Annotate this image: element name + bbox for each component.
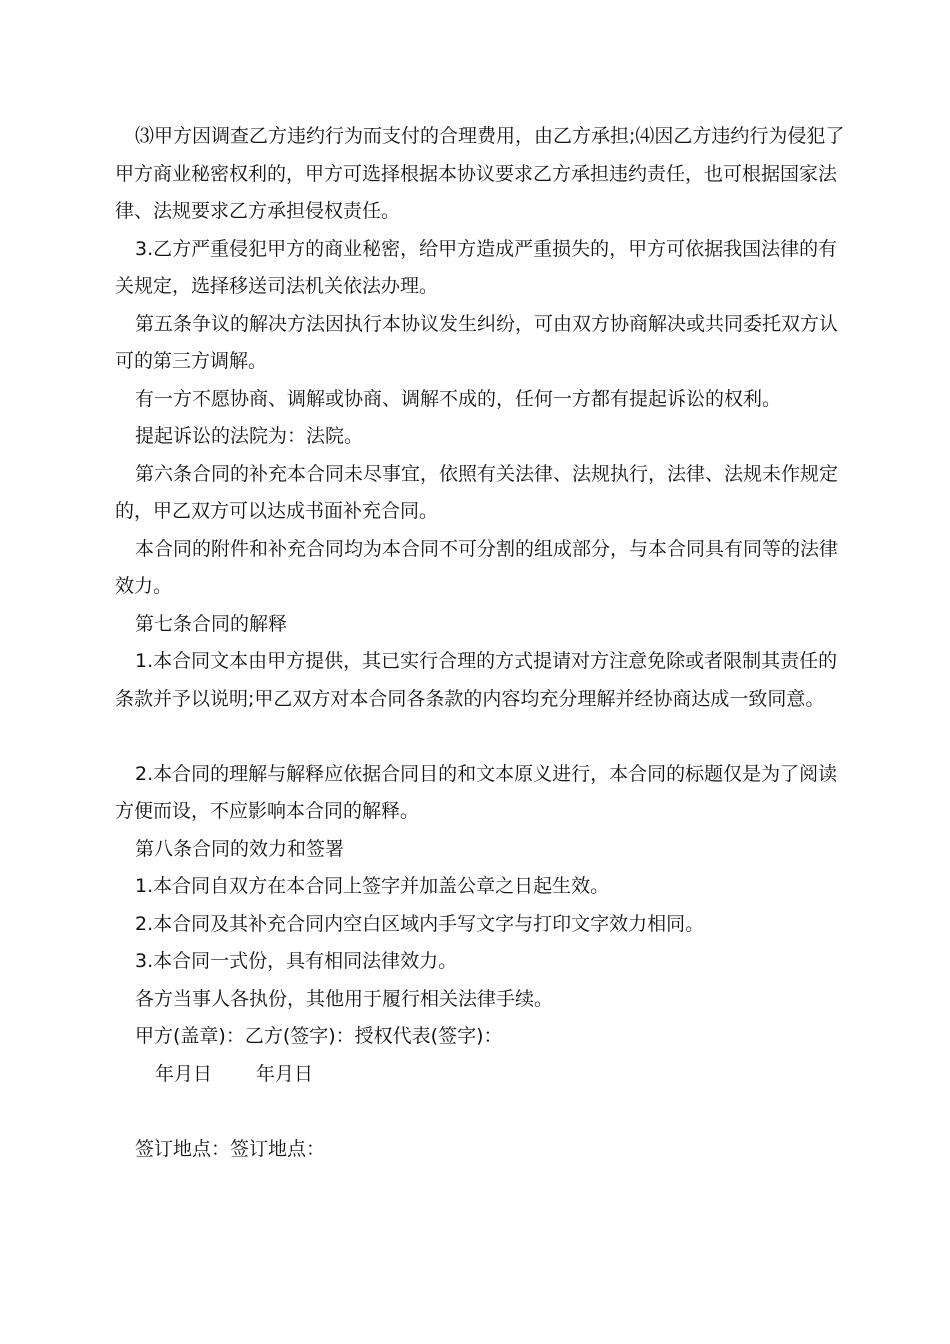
blank-line bbox=[115, 718, 850, 756]
signature-parties-line: 甲方(盖章)：乙方(签字)：授权代表(签字)： bbox=[135, 1025, 503, 1047]
paragraph-litigation-right: 有一方不愿协商、调解或协商、调解不成的，任何一方都有提起诉讼的权利。 bbox=[135, 387, 782, 410]
paragraph-copies: 各方当事人各执份，其他用于履行相关法律手续。 bbox=[135, 987, 554, 1010]
paragraph-article-7-item-1: 1.本合同文本由甲方提供，其已实行合理的方式提请对方注意免除或者限制其责任的条款并予以说明;甲乙双方对本合同各条款的内容均充分理解并经协商达成一致同意。 bbox=[115, 650, 838, 710]
paragraph-court: 提起诉讼的法院为：法院。 bbox=[135, 425, 364, 447]
heading-article-7: 第七条合同的解释 bbox=[135, 612, 288, 635]
paragraph-article-6-supplement: 第六条合同的补充本合同未尽事宜，依照有关法律、法规执行，法律、法规未作规定的，甲乙双方可以达成书面补充合同。 bbox=[115, 462, 839, 522]
signature-date-row bbox=[115, 1056, 850, 1094]
paragraph-article-5-dispute: 第五条争议的解决方法因执行本协议发生纠纷，可由双方协商解决或共同委托双方认可的第三方调解。 bbox=[115, 312, 839, 372]
signing-place-line: 签订地点：签订地点： bbox=[135, 1137, 326, 1160]
blank-line bbox=[115, 1093, 850, 1131]
paragraph-article-8-item-3: 3.本合同一式份，具有相同法律效力。 bbox=[135, 950, 458, 972]
paragraph-article-8-item-1: 1.本合同自双方在本合同上签字并加盖公章之日起生效。 bbox=[135, 875, 610, 897]
paragraph-article-8-item-2: 2.本合同及其补充合同内空白区域内手写文字与打印文字效力相同。 bbox=[135, 912, 705, 935]
paragraph-breach-costs: ⑶甲方因调查乙方违约行为而支付的合理费用，由乙方承担;⑷因乙方违约行为侵犯了甲方商业秘密权利的，甲方可选择根据本协议要求乙方承担违约责任，也可根据国家法律、法规要求乙方承担侵权责任。 bbox=[115, 125, 845, 222]
heading-article-8: 第八条合同的效力和签署 bbox=[135, 837, 345, 860]
paragraph-serious-infringement: 3.乙方严重侵犯甲方的商业秘密，给甲方造成严重损失的，甲方可依据我国法律的有关规定，选择移送司法机关依法办理。 bbox=[115, 237, 838, 297]
paragraph-article-7-item-2: 2.本合同的理解与解释应依据合同目的和文本原义进行，本合同的标题仅是为了阅读方便而设，不应影响本合同的解释。 bbox=[115, 762, 838, 822]
paragraph-annex-validity: 本合同的附件和补充合同均为本合同不可分割的组成部分，与本合同具有同等的法律效力。 bbox=[115, 537, 839, 597]
signature-date-2: 年月日 bbox=[256, 1062, 314, 1085]
document-body bbox=[115, 118, 850, 1168]
signature-date-1: 年月日 bbox=[155, 1062, 213, 1085]
